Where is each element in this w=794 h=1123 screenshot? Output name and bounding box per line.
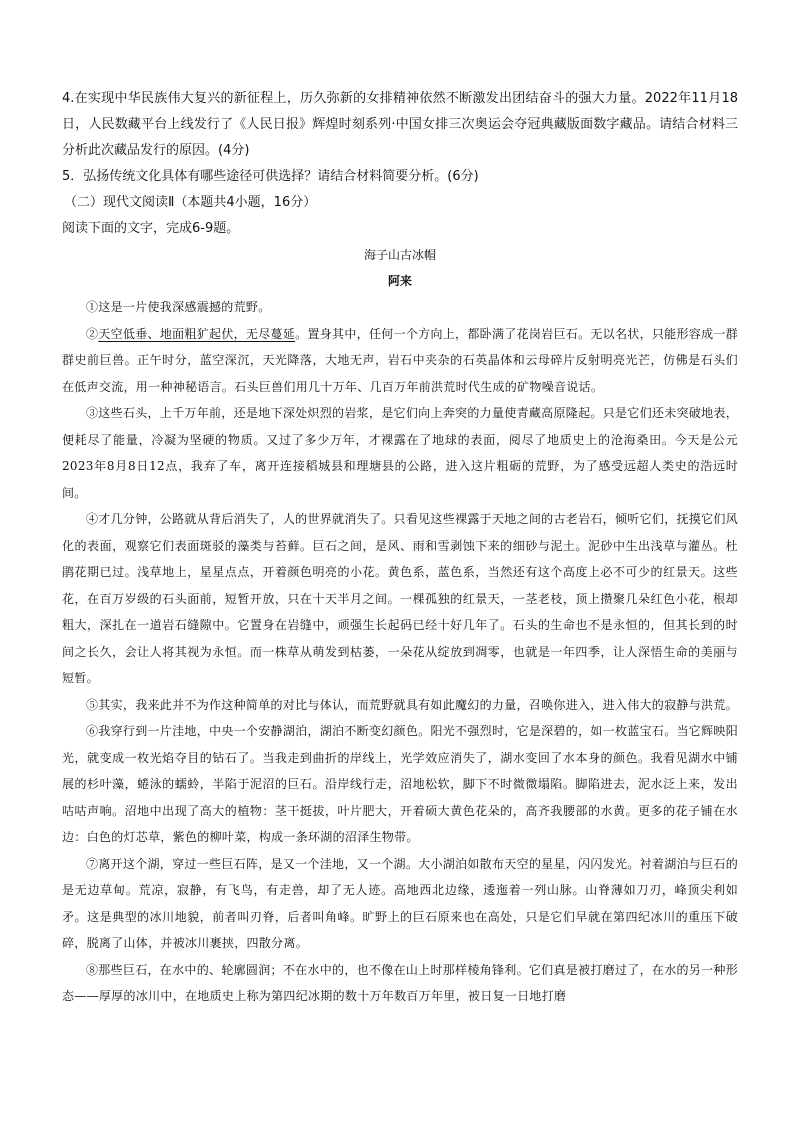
article-author: 阿来 xyxy=(387,274,412,288)
paragraph-8: ⑧那些巨石，在水中的、轮廓圆润；不在水中的，也不像在山上时那样棱角锋利。它们真是被打磨过了，在水的另一种形态——厚厚的冰川中，在地质史上称为第四纪冰期的数十万年数百万年里，被日复一日地打磨 xyxy=(62,962,738,1003)
paragraph-2 xyxy=(62,321,738,401)
section-heading: （二）现代文阅读Ⅱ（本题共4小题，16分） xyxy=(64,195,317,210)
paragraph-3: ③这些石头，上千万年前，还是地下深处炽烈的岩浆，是它们向上奔突的力量使青藏高原隆起。只是它们还未突破地表，便耗尽了能量，冷凝为坚硬的物质。又过了多少万年，才裸露在了地球的表面，阅尽了地质史上的沧海桑田。今天是公元2023年8月8日12点，我弃了车，离开连接稻城县和理塘县的公路，进入这片粗砺的荒野，为了感受远超人类史的浩远时间。 xyxy=(62,406,738,500)
paragraph-2-marker: ② xyxy=(86,326,99,341)
question-5: 5．弘扬传统文化具体有哪些途径可供选择？请结合材料简要分析。(6分) xyxy=(62,169,479,184)
article-title: 海子山古冰帽 xyxy=(363,248,436,262)
document-page xyxy=(62,86,738,1010)
paragraph-2-text: 。置身其中，任何一个方向上，都卧满了花岗岩巨石。无以名状，只能形容成一群群史前巨兽。正午时分，蓝空深沉，天光降落，大地无声，岩石中夹杂的石英晶体和云母碎片反射明亮光芒，仿佛是石头们在低声交流，用一种神秘语言。石头巨兽们用几十万年、几百万年前洪荒时代生成的矿物噪音说话。 xyxy=(62,326,738,394)
paragraph-1: ①这是一片使我深感震撼的荒野。 xyxy=(86,300,271,314)
underlined-sentence: 天空低垂、地面粗犷起伏，无尽蔓延 xyxy=(98,326,296,341)
paragraph-5: ⑤其实，我来此并不为作这种简单的对比与体认，而荒野就具有如此魔幻的力量，召唤你进入，进入伟大的寂静与洪荒。 xyxy=(86,697,738,712)
reading-instruction: 阅读下面的文字，完成6-9题。 xyxy=(62,221,240,236)
paragraph-7: ⑦离开这个湖，穿过一些巨石阵，是又一个洼地，又一个湖。大小湖泊如散布天空的星星，闪闪发光。衬着湖泊与巨石的是无边草甸。荒凉，寂静，有飞鸟，有走兽，却了无人迹。高地西北边缘，逶迤着一列山脉。山脊薄如刀刃，峰顶尖利如矛。这是典型的冰川地貌，前者叫刃脊，后者叫角峰。旷野上的巨石原来也在高处，只是它们早就在第四纪冰川的重压下破碎，脱离了山体，并被冰川裹挟，四散分离。 xyxy=(62,856,738,950)
paragraph-6: ⑥我穿行到一片洼地，中央一个安静湖泊，湖泊不断变幻颜色。阳光不强烈时，它是深碧的，如一枚蓝宝石。当它辉映阳光，就变成一枚光焰夺目的钻石了。当我走到曲折的岸线上，光学效应消失了，湖水变回了水本身的颜色。我看见湖水中铺展的杉叶藻，蜷泳的蠕蛉，半陷于泥沼的巨石。沿岸线行走，沼地松软，脚下不时微微塌陷。脚陷进去，泥水泛上来，发出咕咕声响。沼地中出现了高大的植物：茎干挺拔，叶片肥大，开着硕大黄色花朵的，高齐我腰部的水黄。更多的花子铺在水边：白色的灯芯草，紫色的柳叶菜，构成一条环湖的沼泽生物带。 xyxy=(62,724,738,844)
question-4: 4.在实现中华民族伟大复兴的新征程上，历久弥新的女排精神依然不断激发出团结奋斗的强大力量。2022年11月18日，人民数藏平台上线发行了《人民日报》辉煌时刻系列·中国女排三次奥运会夺冠典藏版面数字藏品。请结合材料三分析此次藏品发行的原因。(4分) xyxy=(62,91,738,158)
paragraph-4: ④才几分钟，公路就从背后消失了，人的世界就消失了。只看见这些裸露于天地之间的古老岩石，倾听它们，抚摸它们风化的表面，观察它们表面斑驳的藻类与苔藓。巨石之间，是风、雨和雪剥蚀下来的细砂与泥土。泥砂中生出浅草与灌丛。杜鹃花期已过。浅草地上，星星点点，开着颜色明亮的小花。黄色系，蓝色系，当然还有这个高度上必不可少的红景天。这些花，在百万岁级的石头面前，短暂开放，只在十天半月之间。一棵孤独的红景天，一茎老枝，顶上攒聚几朵红色小花，根却粗大，深扎在一道岩石缝隙中。它置身在岩缝中，顽强生长起码已经十好几年了。石头的生命也不是永恒的，但其长到的时间之长久，会让人将其视为永恒。而一株草从萌发到枯萎，一朵花从绽放到凋零，也就是一年四季，让人深悟生命的美丽与短暂。 xyxy=(62,512,738,685)
